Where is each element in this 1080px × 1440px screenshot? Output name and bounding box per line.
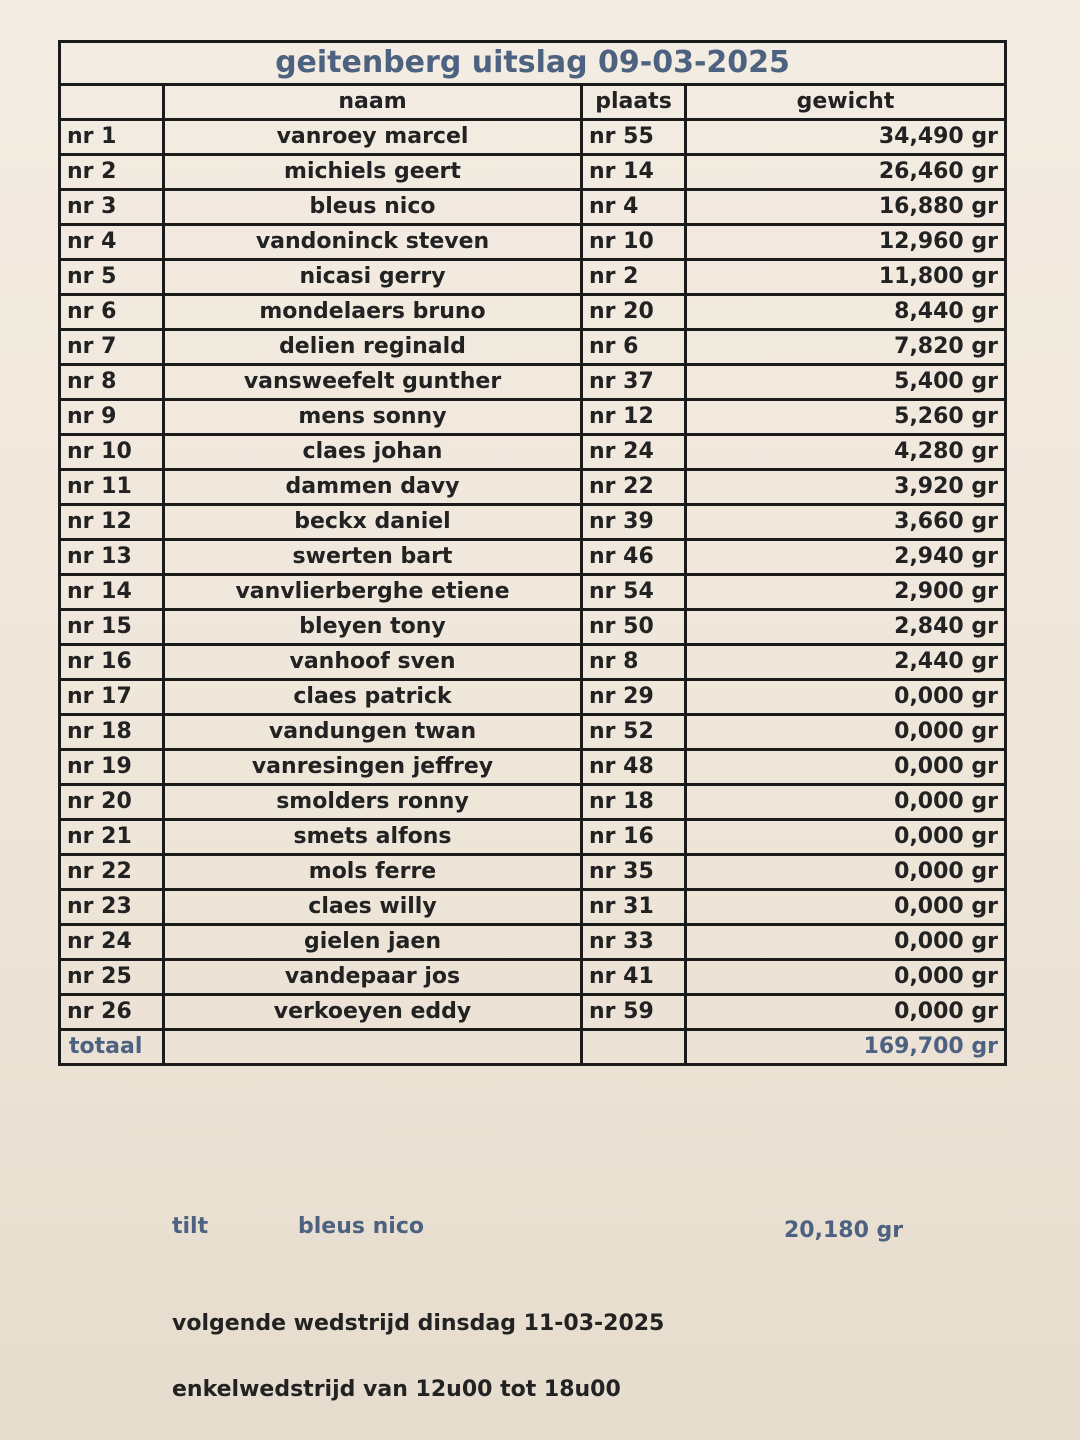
name-cell: mols ferre (164, 855, 582, 890)
rank-cell: nr 8 (60, 365, 164, 400)
rank-cell: nr 4 (60, 225, 164, 260)
place-cell: nr 37 (582, 365, 686, 400)
page-title: geitenberg uitslag 09-03-2025 (60, 42, 1006, 85)
total-name-empty (164, 1030, 582, 1065)
place-cell: nr 54 (582, 575, 686, 610)
table-row (60, 225, 1006, 260)
place-cell: nr 41 (582, 960, 686, 995)
place-cell: nr 48 (582, 750, 686, 785)
column-header-weight: gewicht (686, 85, 1006, 120)
weight-cell: 26,460 gr (686, 155, 1006, 190)
name-cell: vansweefelt gunther (164, 365, 582, 400)
place-cell: nr 14 (582, 155, 686, 190)
place-cell: nr 2 (582, 260, 686, 295)
name-cell: bleus nico (164, 190, 582, 225)
name-cell: smolders ronny (164, 785, 582, 820)
weight-cell: 8,440 gr (686, 295, 1006, 330)
weight-cell: 0,000 gr (686, 750, 1006, 785)
table-row (60, 470, 1006, 505)
place-cell: nr 46 (582, 540, 686, 575)
total-row (60, 1030, 1006, 1065)
name-cell: swerten bart (164, 540, 582, 575)
name-cell: smets alfons (164, 820, 582, 855)
table-row (60, 960, 1006, 995)
name-cell: claes willy (164, 890, 582, 925)
table-row (60, 120, 1006, 155)
next-match-text: volgende wedstrijd dinsdag 11-03-2025 (172, 1311, 665, 1336)
place-cell: nr 33 (582, 925, 686, 960)
weight-cell: 0,000 gr (686, 925, 1006, 960)
weight-cell: 3,660 gr (686, 505, 1006, 540)
weight-cell: 3,920 gr (686, 470, 1006, 505)
total-weight: 169,700 gr (686, 1030, 1006, 1065)
rank-cell: nr 15 (60, 610, 164, 645)
table-row (60, 400, 1006, 435)
weight-cell: 2,940 gr (686, 540, 1006, 575)
weight-cell: 7,820 gr (686, 330, 1006, 365)
rank-cell: nr 26 (60, 995, 164, 1030)
name-cell: beckx daniel (164, 505, 582, 540)
rank-cell: nr 23 (60, 890, 164, 925)
table-row (60, 575, 1006, 610)
rank-cell: nr 12 (60, 505, 164, 540)
place-cell: nr 55 (582, 120, 686, 155)
table-row (60, 155, 1006, 190)
rank-cell: nr 10 (60, 435, 164, 470)
name-cell: vandepaar jos (164, 960, 582, 995)
tilt-weight: 20,180 gr (784, 1218, 904, 1243)
weight-cell: 0,000 gr (686, 715, 1006, 750)
table-row (60, 855, 1006, 890)
results-table (58, 40, 1007, 1066)
weight-cell: 12,960 gr (686, 225, 1006, 260)
rank-cell: nr 21 (60, 820, 164, 855)
place-cell: nr 6 (582, 330, 686, 365)
weight-cell: 34,490 gr (686, 120, 1006, 155)
name-cell: vandungen twan (164, 715, 582, 750)
place-cell: nr 20 (582, 295, 686, 330)
name-cell: verkoeyen eddy (164, 995, 582, 1030)
title-row (60, 42, 1006, 85)
column-header-rank (60, 85, 164, 120)
rank-cell: nr 17 (60, 680, 164, 715)
place-cell: nr 52 (582, 715, 686, 750)
name-cell: mondelaers bruno (164, 295, 582, 330)
name-cell: claes patrick (164, 680, 582, 715)
results-body (60, 120, 1006, 1030)
weight-cell: 2,900 gr (686, 575, 1006, 610)
place-cell: nr 12 (582, 400, 686, 435)
rank-cell: nr 18 (60, 715, 164, 750)
table-row (60, 260, 1006, 295)
place-cell: nr 24 (582, 435, 686, 470)
rank-cell: nr 9 (60, 400, 164, 435)
table-row (60, 435, 1006, 470)
place-cell: nr 4 (582, 190, 686, 225)
weight-cell: 5,400 gr (686, 365, 1006, 400)
name-cell: mens sonny (164, 400, 582, 435)
tilt-name: bleus nico (298, 1214, 424, 1239)
rank-cell: nr 3 (60, 190, 164, 225)
name-cell: claes johan (164, 435, 582, 470)
table-row (60, 295, 1006, 330)
weight-cell: 0,000 gr (686, 680, 1006, 715)
weight-cell: 0,000 gr (686, 820, 1006, 855)
name-cell: vanroey marcel (164, 120, 582, 155)
table-row (60, 330, 1006, 365)
weight-cell: 2,440 gr (686, 645, 1006, 680)
table-row (60, 715, 1006, 750)
table-row (60, 925, 1006, 960)
rank-cell: nr 22 (60, 855, 164, 890)
place-cell: nr 50 (582, 610, 686, 645)
weight-cell: 0,000 gr (686, 960, 1006, 995)
name-cell: bleyen tony (164, 610, 582, 645)
name-cell: michiels geert (164, 155, 582, 190)
total-place-empty (582, 1030, 686, 1065)
place-cell: nr 29 (582, 680, 686, 715)
table-row (60, 190, 1006, 225)
rank-cell: nr 6 (60, 295, 164, 330)
table-row (60, 890, 1006, 925)
place-cell: nr 35 (582, 855, 686, 890)
place-cell: nr 59 (582, 995, 686, 1030)
table-row (60, 820, 1006, 855)
column-header-place: plaats (582, 85, 686, 120)
total-label: totaal (60, 1030, 164, 1065)
match-format-text: enkelwedstrijd van 12u00 tot 18u00 (172, 1377, 621, 1402)
weight-cell: 0,000 gr (686, 855, 1006, 890)
name-cell: vanhoof sven (164, 645, 582, 680)
name-cell: delien reginald (164, 330, 582, 365)
table-row (60, 540, 1006, 575)
name-cell: nicasi gerry (164, 260, 582, 295)
weight-cell: 0,000 gr (686, 995, 1006, 1030)
rank-cell: nr 25 (60, 960, 164, 995)
table-row (60, 645, 1006, 680)
table-row (60, 680, 1006, 715)
rank-cell: nr 5 (60, 260, 164, 295)
rank-cell: nr 14 (60, 575, 164, 610)
rank-cell: nr 16 (60, 645, 164, 680)
place-cell: nr 18 (582, 785, 686, 820)
table-row (60, 750, 1006, 785)
header-row (60, 85, 1006, 120)
rank-cell: nr 2 (60, 155, 164, 190)
rank-cell: nr 11 (60, 470, 164, 505)
weight-cell: 0,000 gr (686, 890, 1006, 925)
weight-cell: 4,280 gr (686, 435, 1006, 470)
name-cell: dammen davy (164, 470, 582, 505)
name-cell: vanresingen jeffrey (164, 750, 582, 785)
table-row (60, 505, 1006, 540)
rank-cell: nr 7 (60, 330, 164, 365)
weight-cell: 5,260 gr (686, 400, 1006, 435)
weight-cell: 16,880 gr (686, 190, 1006, 225)
name-cell: gielen jaen (164, 925, 582, 960)
place-cell: nr 39 (582, 505, 686, 540)
place-cell: nr 31 (582, 890, 686, 925)
place-cell: nr 10 (582, 225, 686, 260)
rank-cell: nr 20 (60, 785, 164, 820)
name-cell: vandoninck steven (164, 225, 582, 260)
table-row (60, 785, 1006, 820)
weight-cell: 11,800 gr (686, 260, 1006, 295)
rank-cell: nr 1 (60, 120, 164, 155)
table-row (60, 610, 1006, 645)
column-header-name: naam (164, 85, 582, 120)
weight-cell: 2,840 gr (686, 610, 1006, 645)
rank-cell: nr 24 (60, 925, 164, 960)
place-cell: nr 8 (582, 645, 686, 680)
place-cell: nr 22 (582, 470, 686, 505)
weight-cell: 0,000 gr (686, 785, 1006, 820)
tilt-label: tilt (172, 1214, 209, 1239)
place-cell: nr 16 (582, 820, 686, 855)
name-cell: vanvlierberghe etiene (164, 575, 582, 610)
table-row (60, 995, 1006, 1030)
table-row (60, 365, 1006, 400)
rank-cell: nr 13 (60, 540, 164, 575)
rank-cell: nr 19 (60, 750, 164, 785)
